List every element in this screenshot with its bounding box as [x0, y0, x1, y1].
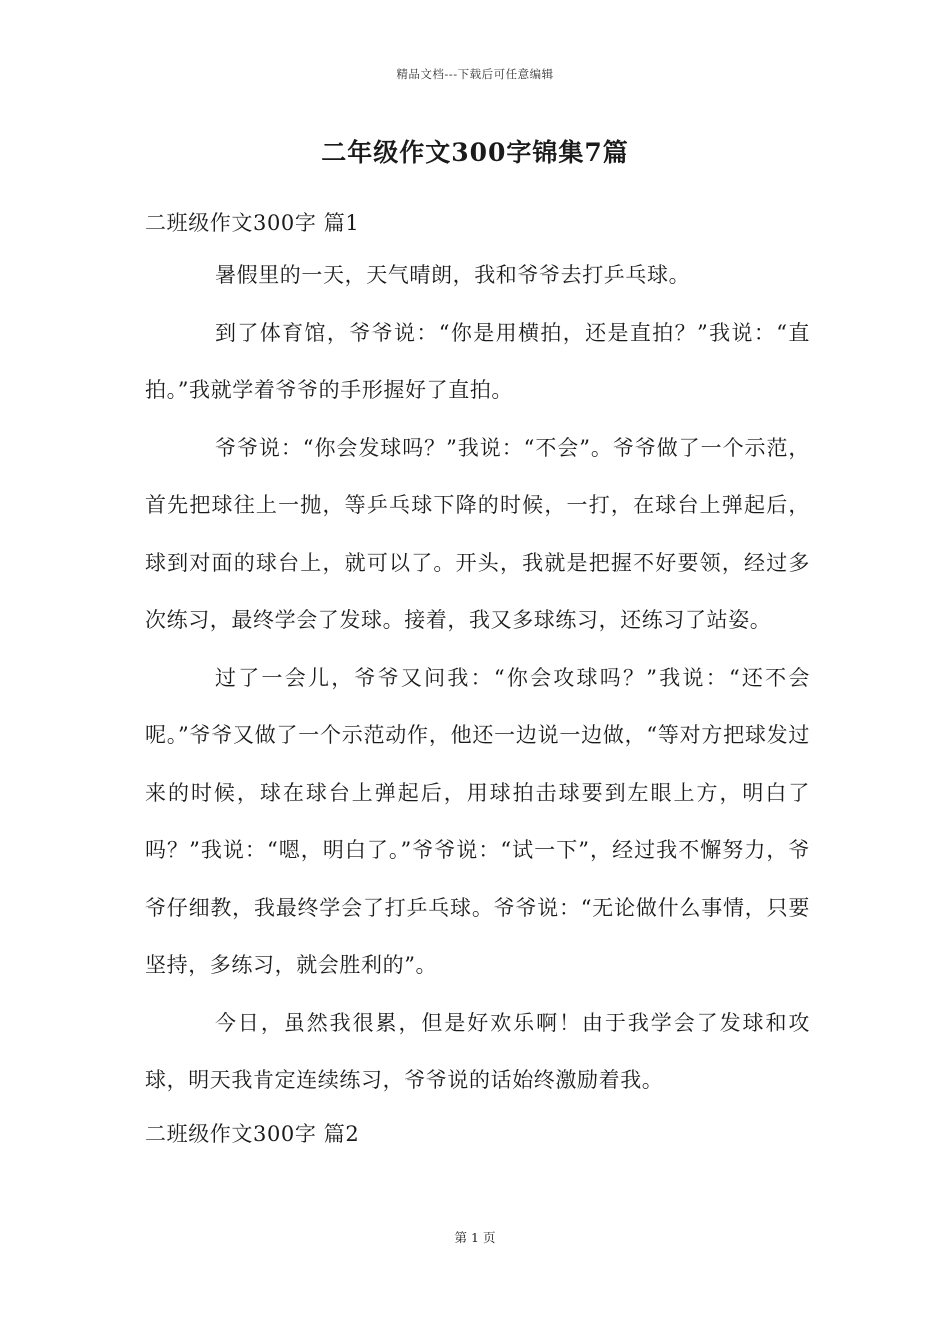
paragraph-4: 过了一会儿，爷爷又问我：“你会攻球吗？”我说：“还不会呢。”爷爷又做了一个示范动作，他还一边说一边做，“等对方把球发过来的时候，球在球台上弹起后，用球拍击球要到左眼上方，明白了吗？”我说：“嗯，明白了。”爷爷说：“试一下”，经过我不懈努力，爷爷仔细教，我最终学会了打乒乓球。爷爷说：“无论做什么事情，只要坚持，多练习，就会胜利的”。 — [145, 665, 810, 977]
section-heading-2: 二班级作文300字 篇2 — [145, 1121, 360, 1146]
page-number: 第 1 页 — [454, 1230, 496, 1245]
paragraph-1: 暑假里的一天，天气晴朗，我和爷爷去打乒乓球。 — [215, 263, 691, 287]
section-heading-1: 二班级作文300字 篇1 — [145, 211, 360, 235]
document-body — [145, 199, 810, 1158]
header-note: 精品文档---下载后可任意编辑 — [396, 67, 554, 81]
paragraph-5: 今日，虽然我很累，但是好欢乐啊！由于我学会了发球和攻球，明天我肯定连续练习，爷爷说的话始终激励着我。 — [145, 1010, 810, 1092]
document-title: 二年级作文300字锦集7篇 — [321, 138, 629, 167]
paragraph-3: 爷爷说：“你会发球吗？”我说：“不会”。爷爷做了一个示范，首先把球往上一抛，等乒乓球下降的时候，一打，在球台上弹起后，球到对面的球台上，就可以了。开头，我就是把握不好要领，经过多次练习，最终学会了发球。接着，我又多球练习，还练习了站姿。 — [145, 435, 810, 632]
paragraph-2: 到了体育馆，爷爷说：“你是用横拍，还是直拍？”我说：“直拍。”我就学着爷爷的手形握好了直拍。 — [145, 320, 810, 402]
